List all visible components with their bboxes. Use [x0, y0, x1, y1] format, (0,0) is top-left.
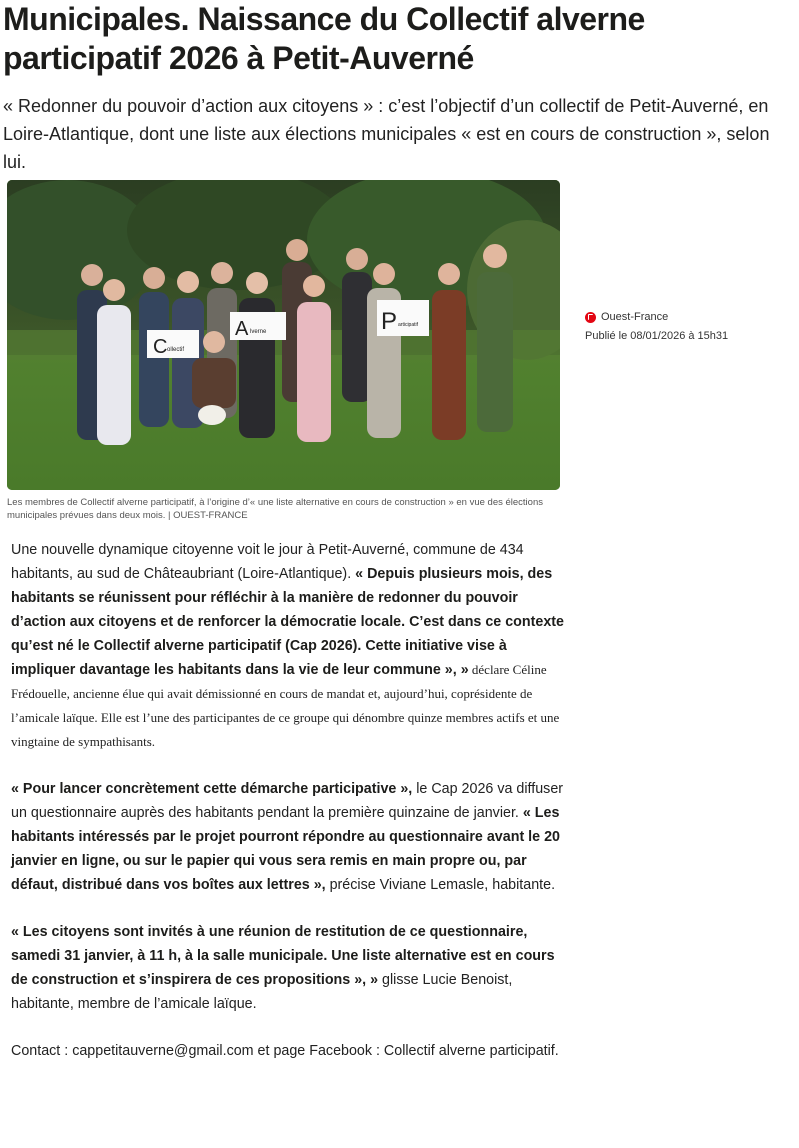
paragraph-1: [11, 538, 566, 754]
group-photo-illustration: [7, 180, 560, 490]
article-title: Municipales. Naissance du Collectif alverne participatif 2026 à Petit-Auverné: [3, 1, 645, 76]
sign-p-word: articipatif: [398, 322, 419, 328]
paragraph-4: [11, 1039, 566, 1063]
paragraph-3: [11, 920, 566, 1016]
p2-text-2: précise Viviane Lemasle, habitante.: [325, 877, 556, 893]
ouest-france-logo-icon: [585, 312, 596, 323]
article-photo[interactable]: [7, 180, 560, 490]
sign-a: [230, 312, 286, 340]
p1-quote: « Depuis plusieurs mois, des habitants se réunissent pour réfléchir à la manière de redonner du pouvoir d’action aux citoyens et de renforcer la démocratie locale. C’est dans ce contexte qu’est né le Collectif alverne participatif (Cap 2026). Cette initiative vise à impliquer davantage les habitants dans la vie de leur commune », »: [11, 566, 565, 678]
p1-text-2: déclare Céline Frédouelle, ancienne élue qui avait démissionné en cours de mandat et, aujourd’hui, coprésidente de l’amicale laïque. Elle est l’une des participantes de ce groupe qui dénombre quinze membres actifs et une vingtaine de sympathisants.: [11, 662, 560, 749]
source-brand-row[interactable]: [585, 308, 785, 327]
p3-quote: « Les citoyens sont invités à une réunion de restitution de ce questionnaire, samedi 31 janvier, à 11 h, à la salle municipale. Une liste alternative est en cours de construction et s’inspirera de ces propositions », »: [11, 924, 555, 988]
photo-caption: Les membres de Collectif alverne participatif, à l’origine d’« une liste alternative en cours de construction » en vue des élections municipales prévues dans deux mois. | OUEST-FRANCE: [7, 497, 543, 521]
p3-text-1: glisse Lucie Benoist, habitante, membre de l’amicale laïque.: [11, 972, 513, 1012]
source-info: [585, 308, 785, 346]
p2-text-1: le Cap 2026 va diffuser un questionnaire auprès des habitants pendant la première quinzaine de janvier.: [11, 781, 564, 821]
article-lead: « Redonner du pouvoir d’action aux citoyens » : c’est l’objectif d’un collectif de Petit-Auverné, en Loire-Atlantique, dont une liste aux élections municipales « est en cours de construction », selon lui.: [3, 96, 770, 172]
sign-c-word: ollectif: [167, 347, 185, 353]
sign-p: [377, 300, 429, 336]
sign-a-letter: A: [235, 318, 249, 340]
source-brand[interactable]: Ouest-France: [601, 311, 669, 323]
sign-a-word: lverne: [250, 329, 267, 335]
paragraph-2: [11, 777, 566, 897]
sign-c-letter: C: [153, 336, 168, 358]
p2-quote-2: « Les habitants intéressés par le projet pourront répondre au questionnaire avant le 20 janvier en ligne, ou sur le papier qui vous sera remis en main propre ou, par défaut, distribué dans vos boîtes aux lettres »,: [11, 805, 560, 893]
article-body: [11, 538, 566, 1086]
sign-p-letter: P: [381, 308, 398, 335]
p1-text-1: Une nouvelle dynamique citoyenne voit le jour à Petit-Auverné, commune de 434 habitants, au sud de Châteaubriant (Loire-Atlantique).: [11, 542, 524, 582]
sign-c: [147, 330, 199, 358]
p2-quote-1: « Pour lancer concrètement cette démarche participative »,: [11, 781, 413, 797]
p4-contact[interactable]: Contact : cappetitauverne@gmail.com et page Facebook : Collectif alverne participatif.: [11, 1043, 559, 1059]
publish-date: Publié le 08/01/2026 à 15h31: [585, 330, 729, 342]
